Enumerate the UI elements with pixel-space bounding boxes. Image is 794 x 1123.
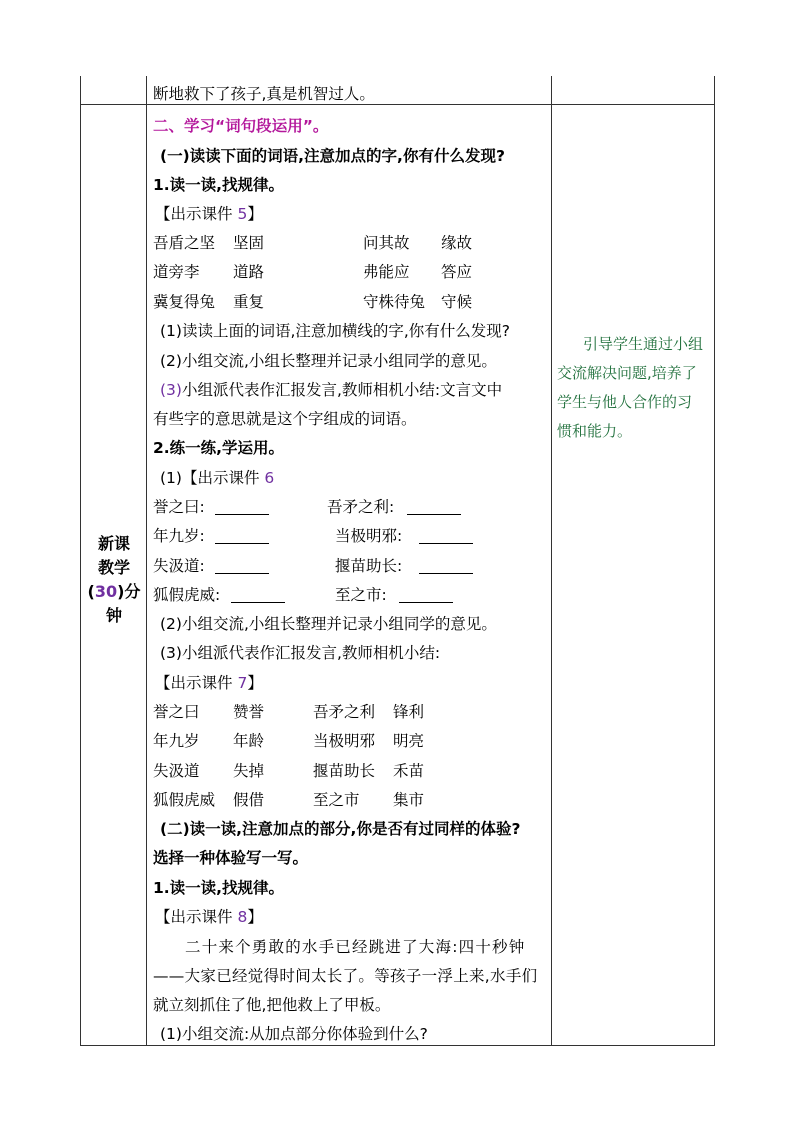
word-row xyxy=(153,292,472,312)
word: 坚固 xyxy=(233,234,265,252)
section-label xyxy=(84,532,144,628)
top-row-text: 断地救下了孩子,真是机智过人。 xyxy=(153,85,375,103)
word: 缘故 xyxy=(441,234,473,252)
note-line: 惯和能力。 xyxy=(557,422,633,440)
fill-blank[interactable] xyxy=(215,529,269,544)
fill-prompt: 年九岁: xyxy=(153,527,205,545)
word-row xyxy=(153,702,424,722)
label-minutes: 30 xyxy=(94,582,118,601)
word: 年九岁 xyxy=(153,732,200,750)
courseware-6 xyxy=(160,468,274,488)
question-text: 小组派代表作汇报发言,教师相机小结:文言文中 xyxy=(181,381,503,399)
word: 冀复得兔 xyxy=(153,293,216,311)
label-unit: )分 xyxy=(117,582,141,601)
fill-row xyxy=(153,497,461,517)
word: 誉之曰 xyxy=(153,703,200,721)
table-divider-1 xyxy=(146,76,147,1046)
question-3b: (3)小组派代表作汇报发言,教师相机小结: xyxy=(160,644,441,662)
table-border-right xyxy=(714,76,715,1046)
note-line: 引导学生通过小组 xyxy=(583,335,704,353)
courseware-close: 】 xyxy=(247,908,263,926)
part-1-title: (一)读读下面的词语,注意加点的字,你有什么发现? xyxy=(160,147,505,165)
courseware-close: 】 xyxy=(247,674,263,692)
passage-line-3: 就立刻抓住了他,把他救上了甲板。 xyxy=(153,996,391,1014)
note-line: 交流解决问题,培养了 xyxy=(557,364,697,382)
courseware-5 xyxy=(155,204,263,224)
fill-prompt: 当极明邪: xyxy=(335,527,403,545)
fill-prompt: 至之市: xyxy=(335,586,387,604)
question-2b: (2)小组交流,小组长整理并记录小组同学的意见。 xyxy=(160,615,497,633)
fill-row xyxy=(153,526,473,546)
fill-blank[interactable] xyxy=(215,559,269,574)
question-3 xyxy=(160,380,502,400)
fill-blank[interactable] xyxy=(407,500,461,515)
courseware-8 xyxy=(155,907,263,927)
fill-blank[interactable] xyxy=(231,588,285,603)
word: 至之市 xyxy=(313,791,360,809)
word: 道旁李 xyxy=(153,263,200,281)
word-row xyxy=(153,262,472,282)
word-row xyxy=(153,233,472,253)
word: 当极明邪 xyxy=(313,732,376,750)
word: 失掉 xyxy=(233,762,265,780)
courseware-label: 【出示课件 xyxy=(155,205,238,223)
courseware-label: 【出示课件 xyxy=(155,674,238,692)
courseware-number: 6 xyxy=(264,469,275,487)
part-2-title: (二)读一读,注意加点的部分,你是否有过同样的体验? xyxy=(160,820,521,838)
label-line-2: 教学 xyxy=(97,558,130,577)
courseware-number: 7 xyxy=(237,674,248,692)
step-1b-heading: 1.读一读,找规律。 xyxy=(153,879,285,897)
fill-blank[interactable] xyxy=(419,529,473,544)
table-row-divider xyxy=(80,104,715,105)
table-divider-2 xyxy=(551,76,552,1046)
fill-row xyxy=(153,556,473,576)
question-last: (1)小组交流:从加点部分你体验到什么? xyxy=(160,1025,428,1043)
word: 假借 xyxy=(233,791,265,809)
word: 狐假虎威 xyxy=(153,791,216,809)
word: 锋利 xyxy=(393,703,425,721)
word: 重复 xyxy=(233,293,265,311)
word: 失汲道 xyxy=(153,762,200,780)
courseware-number: 5 xyxy=(237,205,248,223)
note-line: 学生与他人合作的习 xyxy=(557,393,693,411)
word: 集市 xyxy=(393,791,425,809)
word: 禾苗 xyxy=(393,762,425,780)
table-border-bottom xyxy=(80,1045,715,1046)
word: 弗能应 xyxy=(363,263,410,281)
question-number: (3) xyxy=(160,381,182,399)
step-2-heading: 2.练一练,学运用。 xyxy=(153,439,285,457)
fill-prompt: 吾矛之利: xyxy=(327,498,395,516)
word: 问其故 xyxy=(363,234,410,252)
design-intent-note xyxy=(557,330,713,446)
label-line-3 xyxy=(84,580,144,604)
table-border-left xyxy=(80,76,81,1046)
label-line-1: 新课 xyxy=(97,534,130,553)
word: 赞誉 xyxy=(233,703,265,721)
fill-prompt: 狐假虎威: xyxy=(153,586,221,604)
question-3-continued: 有些字的意思就是这个字组成的词语。 xyxy=(153,410,417,428)
fill-prompt: 揠苗助长: xyxy=(335,557,403,575)
courseware-7 xyxy=(155,673,263,693)
word: 道路 xyxy=(233,263,265,281)
word: 守株待兔 xyxy=(363,293,426,311)
courseware-close: 】 xyxy=(247,205,263,223)
passage-line-1: 二十来个勇敢的水手已经跳进了大海:四十秒钟 xyxy=(185,938,526,956)
word: 揠苗助长 xyxy=(313,762,376,780)
word: 吾盾之坚 xyxy=(153,234,216,252)
step-1-heading: 1.读一读,找规律。 xyxy=(153,176,285,194)
fill-blank[interactable] xyxy=(399,588,453,603)
fill-blank[interactable] xyxy=(419,559,473,574)
fill-prompt: 失汲道: xyxy=(153,557,205,575)
courseware-label: 【出示课件 xyxy=(155,908,238,926)
word: 守候 xyxy=(441,293,473,311)
part-2-title-continued: 选择一种体验写一写。 xyxy=(153,849,309,867)
label-line-4: 钟 xyxy=(105,606,122,625)
word: 吾矛之利 xyxy=(313,703,376,721)
word: 答应 xyxy=(441,263,473,281)
fill-blank[interactable] xyxy=(215,500,269,515)
courseware-number: 8 xyxy=(237,908,248,926)
passage-line-2: ——大家已经觉得时间太长了。等孩子一浮上来,水手们 xyxy=(153,967,538,985)
courseware-label: (1)【出示课件 xyxy=(160,469,265,487)
word-row xyxy=(153,790,424,810)
fill-prompt: 誉之曰: xyxy=(153,498,205,516)
label-paren: ( xyxy=(87,582,95,601)
section-2-title: 二、学习“词句段运用”。 xyxy=(153,117,329,135)
word-row xyxy=(153,761,424,781)
word-row xyxy=(153,731,424,751)
word: 明亮 xyxy=(393,732,425,750)
fill-row xyxy=(153,585,453,605)
question-2: (2)小组交流,小组长整理并记录小组同学的意见。 xyxy=(160,352,497,370)
word: 年龄 xyxy=(233,732,265,750)
question-1: (1)读读上面的词语,注意加横线的字,你有什么发现? xyxy=(160,322,511,340)
